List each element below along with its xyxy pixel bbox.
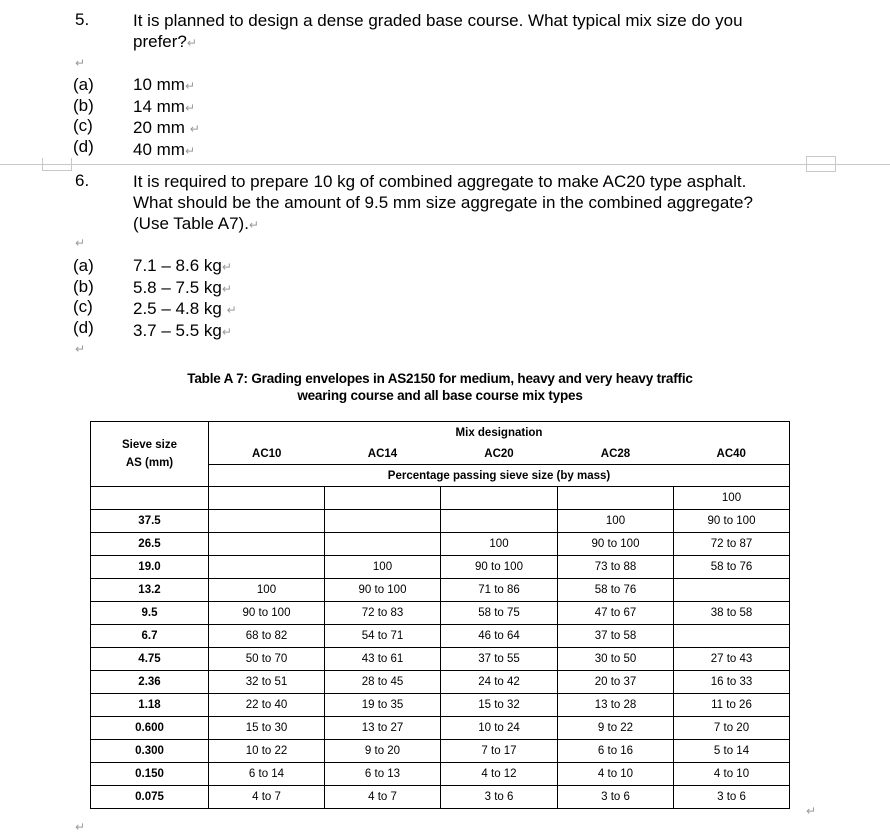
paragraph-mark-icon: ↵ (184, 79, 196, 93)
table-cell: 13 to 28 (558, 694, 674, 717)
paragraph-mark-icon: ↵ (226, 303, 237, 317)
question-5-number: 5. (75, 10, 90, 29)
paragraph-mark-icon: ↵ (75, 56, 86, 70)
paragraph-mark-icon: ↵ (221, 281, 232, 296)
sieve-size-cell: 19.0 (91, 556, 209, 579)
table-cell: 47 to 67 (558, 602, 674, 625)
sieve-size-cell: 0.300 (91, 740, 209, 763)
question-6-options (133, 256, 237, 342)
option-a: 7.1 – 8.6 kg↵ (133, 256, 232, 275)
question-6-line-1: It is required to prepare 10 kg of combined aggregate to make AC20 type asphalt. (133, 172, 747, 191)
option-c: 20 mm ↵ (133, 118, 200, 137)
question-6-line-3: (Use Table A7).↵ (133, 214, 259, 233)
table-cell: 90 to 100 (558, 533, 674, 556)
question-5-line-2: prefer?↵ (133, 32, 197, 51)
question-5-line-1: It is planned to design a dense graded base course. What typical mix size do you (133, 11, 743, 30)
table-cell: 72 to 83 (325, 602, 441, 625)
table-cell (441, 487, 558, 510)
table-cell: 100 (325, 556, 441, 579)
table-cell: 24 to 42 (441, 671, 558, 694)
table-cell (325, 487, 441, 510)
table-cell: 20 to 37 (558, 671, 674, 694)
table-cell: 27 to 43 (674, 648, 790, 671)
table-cell: 4 to 10 (674, 763, 790, 786)
question-6-text (133, 171, 833, 236)
mix-designation-header: Mix designation (209, 422, 790, 444)
option-d: 40 mm↵ (133, 139, 196, 159)
page-break-line (0, 164, 890, 165)
option-label: (b) (73, 95, 94, 115)
table-cell: 22 to 40 (209, 694, 325, 717)
paragraph-mark-icon: ↵ (75, 342, 86, 356)
table-cell: 6 to 14 (209, 763, 325, 786)
table-cell: 13 to 27 (325, 717, 441, 740)
table-cell: 54 to 71 (325, 625, 441, 648)
sieve-size-cell: 0.600 (91, 717, 209, 740)
table-cell: 50 to 70 (209, 648, 325, 671)
option-b: 14 mm↵ (133, 96, 196, 116)
table-cell: 9 to 22 (558, 717, 674, 740)
table-cell: 37 to 58 (558, 625, 674, 648)
question-5-text (133, 10, 833, 54)
table-cell: 6 to 13 (325, 763, 441, 786)
sieve-size-cell: 0.150 (91, 763, 209, 786)
question-5-options (133, 75, 200, 161)
sieve-size-cell: 9.5 (91, 602, 209, 625)
table-cell: 19 to 35 (325, 694, 441, 717)
option-label: (c) (73, 297, 93, 316)
table-cell: 37 to 55 (441, 648, 558, 671)
grading-table (90, 421, 790, 809)
paragraph-mark-icon: ↵ (248, 218, 259, 232)
option-label: (d) (73, 136, 94, 156)
sieve-size-cell: 0.075 (91, 786, 209, 809)
table-cell: 3 to 6 (558, 786, 674, 809)
table-cell: 90 to 100 (209, 602, 325, 625)
table-cell: 4 to 12 (441, 763, 558, 786)
table-cell: 7 to 20 (674, 717, 790, 740)
question-5-option-labels (73, 75, 94, 157)
paragraph-mark-icon: ↵ (184, 143, 196, 158)
option-a: 10 mm↵ (133, 75, 196, 94)
table-cell: 3 to 6 (441, 786, 558, 809)
option-label: (c) (73, 116, 93, 135)
table-cell: 38 to 58 (674, 602, 790, 625)
table-cell: 71 to 86 (441, 579, 558, 602)
question-6-number: 6. (75, 171, 90, 190)
table-cell: 100 (558, 510, 674, 533)
sieve-size-header: Sieve size AS (mm) (91, 422, 209, 487)
table-cell: 30 to 50 (558, 648, 674, 671)
paragraph-mark-icon: ↵ (806, 804, 817, 818)
table-cell: 3 to 6 (674, 786, 790, 809)
sieve-size-cell (91, 487, 209, 510)
sieve-size-cell: 4.75 (91, 648, 209, 671)
table-cell: 7 to 17 (441, 740, 558, 763)
table-caption-line-2: wearing course and all base course mix types (297, 388, 583, 403)
table-cell (325, 510, 441, 533)
paragraph-mark-icon: ↵ (186, 36, 197, 50)
percentage-passing-header: Percentage passing sieve size (by mass) (209, 465, 790, 487)
mix-type-header: AC10 (209, 443, 325, 465)
table-cell: 28 to 45 (325, 671, 441, 694)
option-label: (a) (73, 256, 94, 275)
table-cell: 32 to 51 (209, 671, 325, 694)
table-cell: 11 to 26 (674, 694, 790, 717)
table-cell: 4 to 10 (558, 763, 674, 786)
option-d: 3.7 – 5.5 kg↵ (133, 320, 232, 340)
mix-type-header: AC20 (441, 443, 558, 465)
table-cell (209, 533, 325, 556)
paragraph-mark-icon: ↵ (189, 122, 200, 136)
paragraph-mark-icon: ↵ (75, 820, 86, 834)
option-c: 2.5 – 4.8 kg ↵ (133, 299, 237, 318)
table-cell: 58 to 76 (558, 579, 674, 602)
table-caption (90, 370, 790, 404)
table-cell: 58 to 76 (674, 556, 790, 579)
sieve-size-cell: 1.18 (91, 694, 209, 717)
table-cell: 16 to 33 (674, 671, 790, 694)
mix-type-header: AC40 (674, 443, 790, 465)
sieve-size-cell: 6.7 (91, 625, 209, 648)
question-6-option-labels (73, 256, 94, 338)
table-cell: 58 to 75 (441, 602, 558, 625)
sieve-size-cell: 26.5 (91, 533, 209, 556)
table-cell: 100 (674, 487, 790, 510)
table-caption-line-1: Table A 7: Grading envelopes in AS2150 for medium, heavy and very heavy traffic (187, 371, 693, 386)
sieve-size-cell: 37.5 (91, 510, 209, 533)
table-cell (209, 487, 325, 510)
table-cell (209, 510, 325, 533)
sieve-size-cell: 2.36 (91, 671, 209, 694)
table-cell: 15 to 32 (441, 694, 558, 717)
option-label: (a) (73, 75, 94, 94)
option-b: 5.8 – 7.5 kg↵ (133, 277, 232, 297)
option-label: (b) (73, 276, 94, 296)
table-cell: 43 to 61 (325, 648, 441, 671)
option-label: (d) (73, 317, 94, 337)
table-cell: 72 to 87 (674, 533, 790, 556)
table-cell: 46 to 64 (441, 625, 558, 648)
table-cell: 73 to 88 (558, 556, 674, 579)
table-cell: 100 (441, 533, 558, 556)
page-break-marker-left (42, 158, 72, 171)
sieve-size-cell: 13.2 (91, 579, 209, 602)
table-cell (325, 533, 441, 556)
table-cell: 4 to 7 (209, 786, 325, 809)
table-cell (558, 487, 674, 510)
paragraph-mark-icon: ↵ (184, 100, 196, 115)
paragraph-mark-icon: ↵ (221, 324, 232, 339)
table-cell: 10 to 24 (441, 717, 558, 740)
table-cell (441, 510, 558, 533)
table-cell (674, 625, 790, 648)
question-6-line-2: What should be the amount of 9.5 mm size aggregate in the combined aggregate? (133, 193, 753, 212)
table-cell (674, 579, 790, 602)
table-cell: 90 to 100 (441, 556, 558, 579)
table-cell: 68 to 82 (209, 625, 325, 648)
page-break-marker-right (806, 156, 836, 172)
table-cell: 90 to 100 (325, 579, 441, 602)
paragraph-mark-icon: ↵ (75, 236, 86, 250)
table-cell: 90 to 100 (674, 510, 790, 533)
table-cell: 9 to 20 (325, 740, 441, 763)
table-cell: 4 to 7 (325, 786, 441, 809)
table-cell: 6 to 16 (558, 740, 674, 763)
mix-type-header: AC28 (558, 443, 674, 465)
table-cell: 10 to 22 (209, 740, 325, 763)
paragraph-mark-icon: ↵ (221, 260, 232, 274)
table-cell: 15 to 30 (209, 717, 325, 740)
table-cell: 100 (209, 579, 325, 602)
mix-type-header: AC14 (325, 443, 441, 465)
table-cell (209, 556, 325, 579)
table-cell: 5 to 14 (674, 740, 790, 763)
